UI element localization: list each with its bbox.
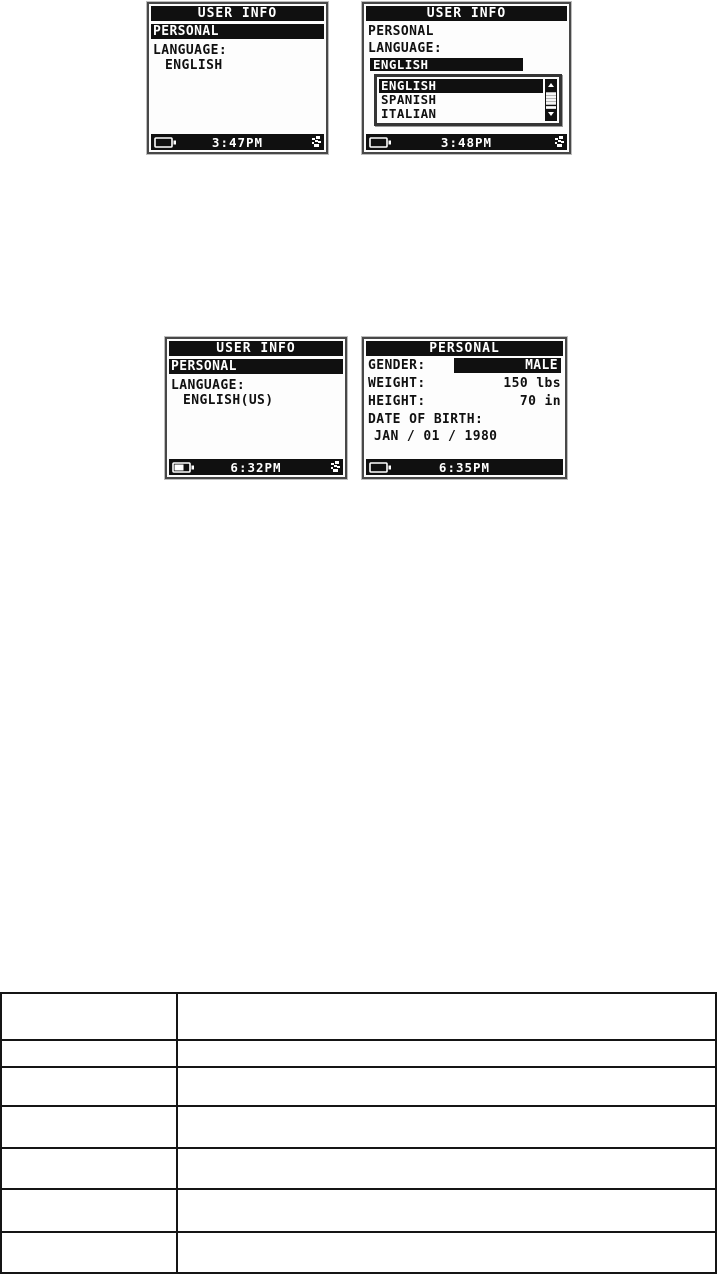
device-screen-personal	[362, 337, 567, 479]
table-cell	[177, 1067, 716, 1106]
screen-body	[366, 21, 567, 134]
table-cell	[1, 1067, 177, 1106]
empty-table	[0, 992, 717, 1274]
status-bar	[169, 459, 343, 475]
menu-label-language: LANGUAGE:	[368, 41, 443, 56]
table-row	[1, 1148, 716, 1189]
menu-item-personal[interactable]: PERSONAL	[368, 24, 434, 39]
field-gender	[368, 358, 561, 373]
dropdown-option-english[interactable]: ENGLISH	[379, 79, 543, 93]
field-value-date-of-birth[interactable]: JAN / 01 / 1980	[374, 429, 498, 444]
satellite-icon	[312, 136, 321, 148]
scrollbar-up-icon[interactable]	[546, 80, 556, 91]
screen-body	[366, 356, 563, 459]
table-cell	[177, 1040, 716, 1067]
field-label: GENDER:	[368, 358, 426, 373]
table-cell	[1, 1189, 177, 1232]
menu-label-language: LANGUAGE:	[153, 43, 228, 58]
table-cell	[1, 1148, 177, 1189]
dropdown-option-spanish[interactable]: SPANISH	[381, 92, 437, 107]
table-cell	[177, 1106, 716, 1148]
language-dropdown	[374, 74, 562, 126]
table-cell	[1, 1040, 177, 1067]
scrollbar-down-icon[interactable]	[546, 109, 556, 120]
status-bar	[151, 134, 324, 150]
scrollbar-thumb[interactable]	[546, 91, 556, 106]
table-row	[1, 1232, 716, 1273]
table-cell	[177, 1232, 716, 1273]
field-value-weight[interactable]: 150 lbs	[503, 376, 561, 391]
screen-body	[151, 21, 324, 134]
status-bar	[366, 134, 567, 150]
dropdown-option-italian[interactable]: ITALIAN	[381, 106, 437, 121]
status-bar	[366, 459, 563, 475]
device-screen-user-info-english-us	[165, 337, 347, 479]
table-cell	[1, 1106, 177, 1148]
table-cell	[177, 1148, 716, 1189]
table-cell	[177, 1189, 716, 1232]
field-weight	[368, 376, 561, 391]
screen-title: USER INFO	[366, 6, 567, 21]
table-row	[1, 1067, 716, 1106]
menu-value-language[interactable]: ENGLISH(US)	[183, 393, 274, 408]
table-row	[1, 1106, 716, 1148]
status-time: 6:32PM	[230, 459, 282, 475]
status-time: 3:47PM	[211, 134, 264, 150]
dropdown-scrollbar[interactable]	[545, 79, 557, 121]
menu-value-language[interactable]: ENGLISH	[165, 58, 223, 73]
table-row	[1, 1040, 716, 1067]
table-cell	[177, 993, 716, 1040]
table-row	[1, 1189, 716, 1232]
screen-title: USER INFO	[151, 6, 324, 21]
field-label: DATE OF BIRTH:	[368, 412, 484, 427]
table-row	[1, 993, 716, 1040]
device-screen-user-info-dropdown	[362, 2, 571, 154]
field-label: WEIGHT:	[368, 376, 426, 391]
field-height	[368, 394, 561, 409]
device-screen-user-info-1	[147, 2, 328, 154]
field-value-height[interactable]: 70 in	[519, 394, 561, 409]
status-time: 3:48PM	[440, 134, 493, 150]
menu-item-personal[interactable]: PERSONAL	[169, 359, 343, 374]
table-cell	[1, 1232, 177, 1273]
satellite-icon	[555, 136, 564, 148]
satellite-icon	[331, 461, 340, 473]
menu-item-personal[interactable]: PERSONAL	[151, 24, 324, 39]
field-label: HEIGHT:	[368, 394, 426, 409]
screen-title: PERSONAL	[366, 341, 563, 356]
status-time: 6:35PM	[438, 459, 491, 475]
menu-label-language: LANGUAGE:	[171, 378, 246, 393]
language-selected-field[interactable]: ENGLISH	[370, 58, 523, 71]
screen-body	[169, 356, 343, 459]
field-value-gender[interactable]: MALE	[454, 358, 561, 373]
dropdown-option-list	[379, 79, 543, 121]
screen-title: USER INFO	[169, 341, 343, 356]
field-date-of-birth	[368, 412, 561, 427]
table-cell	[1, 993, 177, 1040]
